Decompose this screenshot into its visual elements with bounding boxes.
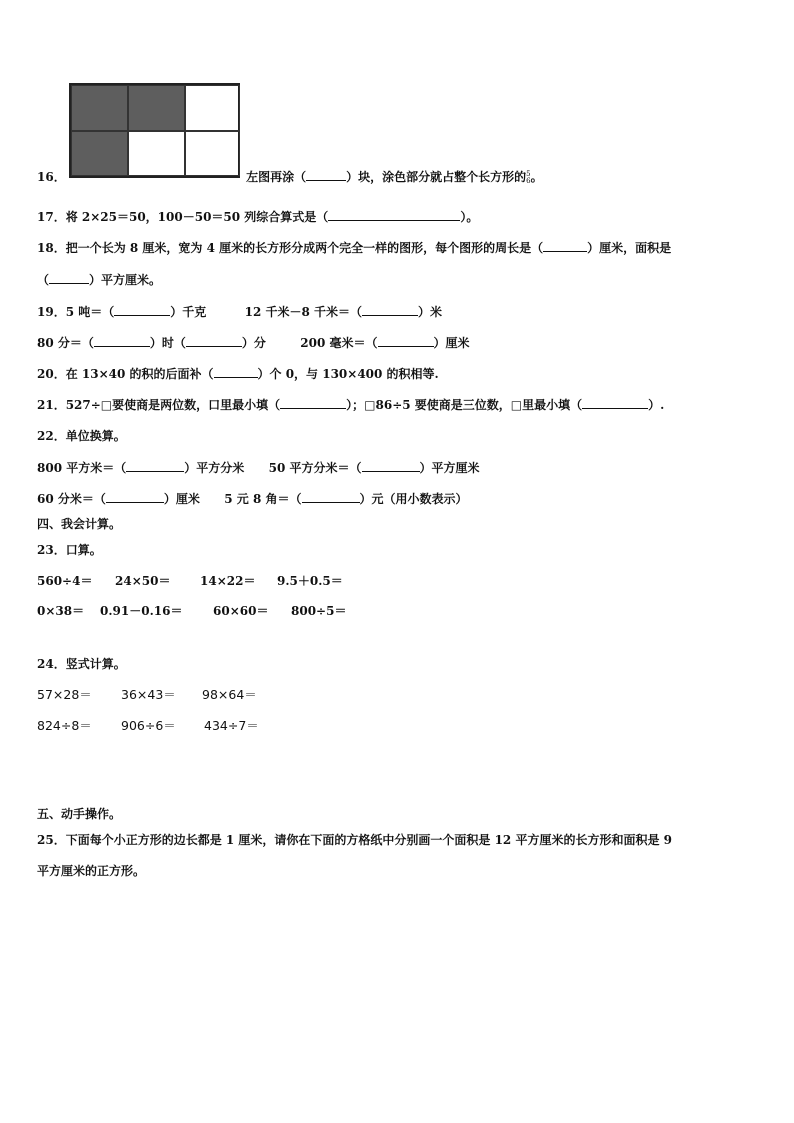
q18-text-b: ）厘米，面积是 [587,241,672,255]
q16-text-a: 左图再涂（ [246,170,307,184]
question-16 [37,168,543,185]
q22-blank[interactable] [126,459,184,472]
q18-text-c: （ [37,273,50,287]
question-22-title: 22．单位换算。 [37,429,126,443]
oral-calc-item: 14×22＝ [200,574,256,588]
q22-text: ）平方分米 [184,461,245,475]
q18-perimeter-blank[interactable] [543,239,587,252]
question-23-title: 23．口算。 [37,543,102,557]
q16-text-b: ）块，涂色部分就占整个长方形的 [346,170,527,184]
vertical-calc-item: 98×64＝ [202,687,257,702]
question-19-line2 [37,334,470,351]
oral-calc-item: 0×38＝ [37,604,85,618]
q21-blank-2[interactable] [582,396,648,409]
grid-cell-shaded [71,85,128,131]
q21-text-c: ）. [648,398,665,412]
oral-calc-item: 9.5＋0.5＝ [277,574,343,588]
oral-calc-item: 60×60＝ [213,604,269,618]
q22-blank[interactable] [106,490,164,503]
q21-text-a: 21．527÷□要使商是两位数，口里最小填（ [37,398,281,412]
q19-blank[interactable] [186,334,242,347]
rectangle-grid-figure [69,83,240,178]
q19-text: ）分 [241,336,266,350]
q19-blank[interactable] [362,303,418,316]
q22-text: ）元（用小数表示） [359,492,468,506]
q19-text: 19．5 吨＝（ [37,305,115,319]
section-4-heading: 四、我会计算。 [37,517,122,531]
q19-text: 12 千米－8 千米＝（ [244,305,363,319]
q19-blank[interactable] [378,334,434,347]
q20-text-a: 20．在 13×40 的积的后面补（ [37,367,214,381]
oral-calc-item: 0.91－0.16＝ [100,604,183,618]
vertical-calc-item: 57×28＝ [37,687,92,702]
q16-end: 。 [530,170,543,184]
question-25-line1: 25．下面每个小正方形的边长都是 1 厘米，请你在下面的方格纸中分别画一个面积是 12 平方厘米的长方形和面积是 9 [37,833,672,847]
q17-text-b: ）。 [460,210,479,224]
q21-text-b: ）；□86÷5 要使商是三位数，□里最小填（ [346,398,583,412]
q21-blank-1[interactable] [280,396,346,409]
question-22-line1 [37,459,480,476]
question-22-line2 [37,490,468,507]
q22-blank[interactable] [302,490,360,503]
grid-cell-shaded [128,85,185,131]
q20-text-b: ）个 0，与 130×400 的积相等. [257,367,439,381]
q22-text: 800 平方米＝（ [37,461,127,475]
q22-text: ）厘米 [163,492,200,506]
q22-text: 5 元 8 角＝（ [224,492,302,506]
oral-calc-item: 800÷5＝ [291,604,347,618]
question-24-title: 24．竖式计算。 [37,657,126,671]
q22-text: 60 分米＝（ [37,492,106,506]
section-5-heading: 五、动手操作。 [37,807,122,821]
q19-text: ）米 [418,305,443,319]
question-19-line1 [37,303,442,320]
question-18-line2 [37,271,161,288]
question-25-line2: 平方厘米的正方形。 [37,864,146,878]
q19-text: 200 毫米＝（ [300,336,378,350]
q19-text: 80 分＝（ [37,336,94,350]
q19-blank[interactable] [114,303,170,316]
frac-denominator: 6 [526,176,531,185]
oral-calc-item: 24×50＝ [115,574,171,588]
q16-number: 16． [37,170,66,184]
q16-answer-blank[interactable] [306,168,346,181]
frac-numerator: 5 [526,169,531,178]
q17-answer-blank[interactable] [328,208,460,221]
q22-text: ）平方厘米 [419,461,480,475]
vertical-calc-item: 906÷6＝ [121,718,176,733]
q18-text-a: 18．把一个长为 8 厘米，宽为 4 厘米的长方形分成两个完全一样的图形，每个图形的周长是（ [37,241,544,255]
question-18-line1 [37,239,671,256]
vertical-calc-item: 36×43＝ [121,687,176,702]
q19-text: ）时（ [149,336,186,350]
vertical-calc-item: 824÷8＝ [37,718,92,733]
q18-text-d: ）平方厘米。 [89,273,162,287]
q18-area-blank[interactable] [49,271,89,284]
q19-blank[interactable] [94,334,150,347]
q22-blank[interactable] [362,459,420,472]
q19-text: ）厘米 [433,336,470,350]
q19-text: ）千克 [170,305,207,319]
q20-answer-blank[interactable] [214,365,258,378]
vertical-calc-item: 434÷7＝ [204,718,259,733]
oral-calc-item: 560÷4＝ [37,574,93,588]
question-17 [37,208,478,225]
q22-text: 50 平方分米＝（ [268,461,362,475]
q17-text-a: 17．将 2×25＝50，100－50＝50 列综合算式是（ [37,210,329,224]
grid-cell-empty [185,85,240,131]
question-20 [37,365,439,382]
question-21 [37,396,664,413]
